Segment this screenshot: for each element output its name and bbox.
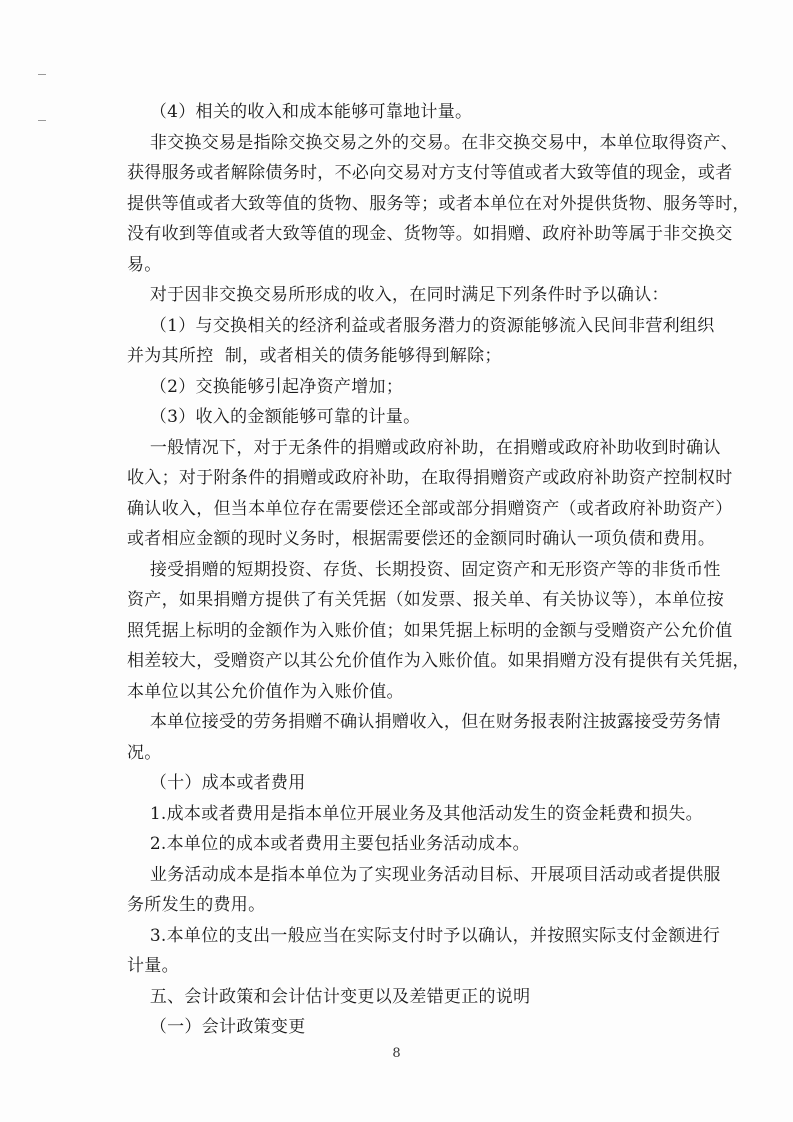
text-line: 获得服务或者解除债务时，不必向交易对方支付等值或者大致等值的现金，或者 [127,163,733,183]
text-line: 或者相应金额的现时义务时，根据需要偿还的金额同时确认一项负债和费用。 [127,529,716,549]
text-line: 相差较大，受赠资产以其公允价值作为入账价值。如果捐赠方没有提供有关凭据， [127,651,750,671]
text-line: 2.本单位的成本或者费用主要包括业务活动成本。 [127,834,530,854]
text-line: 业务活动成本是指本单位为了实现业务活动目标、开展项目活动或者提供服 [127,864,721,885]
text-line: 资产，如果捐赠方提供了有关凭据（如发票、报关单、有关协议等），本单位按 [127,590,724,610]
text-line: （1）与交换相关的经济利益或者服务潜力的资源能够流入民间非营利组织 [127,315,715,336]
text-line: 计量。 [127,956,179,976]
text-line: 易。 [127,254,162,275]
margin-mark [38,120,46,121]
text-line: 提供等值或者大致等值的货物、服务等；或者本单位在对外提供货物、服务等时， [127,193,750,214]
text-line: 收入；对于附条件的捐赠或政府补助，在取得捐赠资产或政府补助资产控制权时 [127,468,733,488]
margin-mark [38,74,46,75]
document-body [127,97,750,1043]
section-heading: （十）成本或者费用 [127,773,306,793]
text-line: 照凭据上标明的金额作为入账价值；如果凭据上标明的金额与受赠资产公允价值 [127,620,733,641]
text-line: 况。 [127,742,162,763]
section-heading: 五、会计政策和会计估计变更以及差错更正的说明 [127,986,531,1007]
text-line: 非交换交易是指除交换交易之外的交易。在非交换交易中，本单位取得资产、 [127,132,739,153]
section-heading: （一）会计政策变更 [127,1017,306,1037]
text-line: （3）收入的金额能够可靠的计量。 [127,407,421,427]
page-number: 8 [392,1046,401,1061]
text-line: 没有收到等值或者大致等值的现金、货物等。如捐赠、政府补助等属于非交换交 [127,224,733,244]
text-line: 本单位接受的劳务捐赠不确认捐赠收入，但在财务报表附注披露接受劳务情 [127,712,721,732]
text-line: 确认收入，但当本单位存在需要偿还全部或部分捐赠资产（或者政府补助资产） [127,498,733,519]
text-line: 本单位以其公允价值作为入账价值。 [127,681,404,702]
text-line: 3.本单位的支出一般应当在实际支付时予以确认，并按照实际支付金额进行 [127,925,721,946]
text-line: 1.成本或者费用是指本单位开展业务及其他活动发生的资金耗费和损失。 [127,803,703,824]
text-line: （4）相关的收入和成本能够可靠地计量。 [127,102,473,122]
text-line: （2）交换能够引起净资产增加； [127,376,404,397]
text-line: 对于因非交换交易所形成的收入，在同时满足下列条件时予以确认： [127,285,669,305]
text-line: 接受捐赠的短期投资、存货、长期投资、固定资产和无形资产等的非货币性 [127,559,721,580]
text-line: 务所发生的费用。 [127,895,266,915]
text-line: 并为其所控 制，或者相关的债务能够得到解除； [127,346,502,366]
text-line: 一般情况下，对于无条件的捐赠或政府补助，在捐赠或政府补助收到时确认 [127,437,721,458]
